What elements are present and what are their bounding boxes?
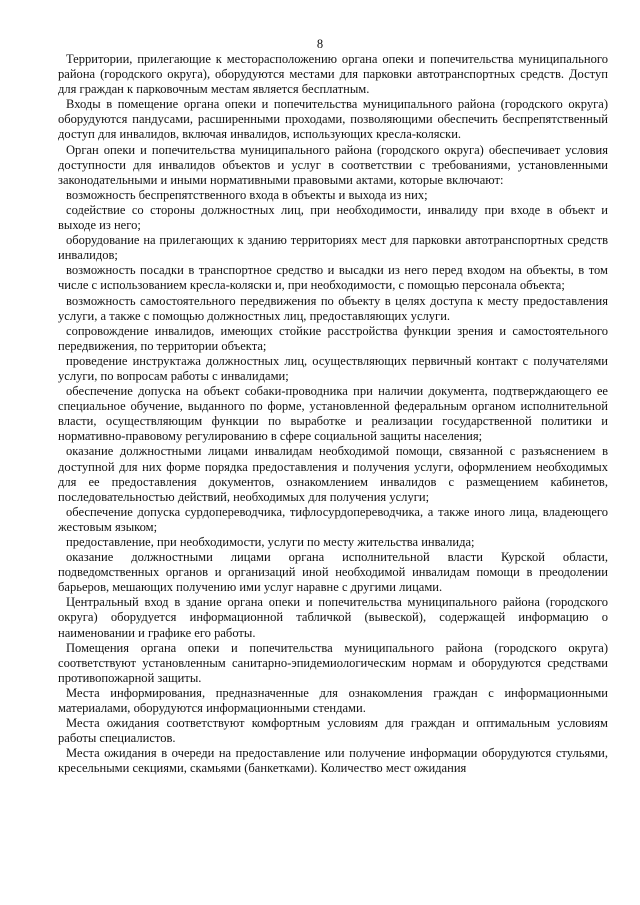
- list-item: возможность самостоятельного передвижения по объекту в целях доступа к месту предоставления услуги, а также с помощью должностных лиц, предоставляющих услуги.: [58, 293, 608, 323]
- list-item: оказание должностными лицами инвалидам необходимой помощи, связанной с разъяснением в доступной для них форме порядка предоставления и получения услуги, оформлением необходимых для ее предоставления документов, ознакомлением инвалидов с размещением кабинетов, последовательностью действий, необходимых для получения услуги;: [58, 444, 608, 504]
- paragraph: Входы в помещение органа опеки и попечительства муниципального района (городского округа) оборудуются пандусами, расширенными проходами, позволяющими обеспечить беспрепятственный доступ для инвалидов, включая инвалидов, использующих кресла-коляски.: [58, 97, 608, 142]
- list-item: обеспечение допуска сурдопереводчика, тифлосурдопереводчика, а также иного лица, владеющего жестовым языком;: [58, 504, 608, 534]
- body-text: [58, 52, 608, 777]
- paragraph: Места информирования, предназначенные для ознакомления граждан с информационными материалами, оборудуются информационными стендами.: [58, 685, 608, 716]
- paragraph: Места ожидания в очереди на предоставление или получение информации оборудуются стульями, кресельными секциями, скамьями (банкетками). Количество мест ожидания: [58, 746, 608, 776]
- paragraph: Помещения органа опеки и попечительства муниципального района (городского округа) соответствуют установленным санитарно-эпидемиологическим нормам и оборудуются средствами противопожарной защиты.: [58, 640, 608, 685]
- list-item: сопровождение инвалидов, имеющих стойкие расстройства функции зрения и самостоятельного передвижения, по территории объекта;: [58, 323, 608, 353]
- list-item: оборудование на прилегающих к зданию территориях мест для парковки автотранспортных средств инвалидов;: [58, 233, 608, 263]
- paragraph: Места ожидания соответствуют комфортным условиям для граждан и оптимальным условиям работы специалистов.: [58, 716, 608, 746]
- list-item: содействие со стороны должностных лиц, при необходимости, инвалиду при входе в объект и выходе из него;: [58, 202, 608, 233]
- list-item: оказание должностными лицами органа исполнительной власти Курской области, подведомственных органов и организаций иной необходимой инвалидам помощи в преодолении барьеров, мешающих получению ими услуг наравне с другими лицами.: [58, 550, 608, 595]
- paragraph: Территории, прилегающие к месторасположению органа опеки и попечительства муниципального района (городского округа), оборудуются местами для парковки автотранспортных средств. Доступ для граждан к парковочным местам является бесплатным.: [58, 52, 608, 97]
- list-item: проведение инструктажа должностных лиц, осуществляющих первичный контакт с получателями услуги, по вопросам работы с инвалидами;: [58, 353, 608, 383]
- list-item: предоставление, при необходимости, услуги по месту жительства инвалида;: [66, 535, 475, 549]
- list-item: возможность беспрепятственного входа в объекты и выхода из них;: [66, 187, 428, 202]
- paragraph: Орган опеки и попечительства муниципального района (городского округа) обеспечивает условия доступности для инвалидов объектов и услуг в соответствии с требованиями, установленными законодательными и иными нормативными правовыми актами, которые включают:: [58, 142, 608, 187]
- list-item: возможность посадки в транспортное средство и высадки из него перед входом на объекты, в том числе с использованием кресла-коляски и, при необходимости, с помощью персонала объекта;: [58, 263, 608, 293]
- page-number: 8: [316, 37, 324, 51]
- list-item: обеспечение допуска на объект собаки-проводника при наличии документа, подтверждающего ее специальное обучение, выданного по форме, установленной федеральным органом исполнительной власти, осуществляющим функции по выработке и реализации государственной политики и нормативно-правовому регулированию в сфере социальной защиты населения;: [58, 384, 608, 444]
- paragraph: Центральный вход в здание органа опеки и попечительства муниципального района (городского округа) оборудуется информационной табличкой (вывеской), содержащей информацию о наименовании и графике его работы.: [58, 595, 608, 640]
